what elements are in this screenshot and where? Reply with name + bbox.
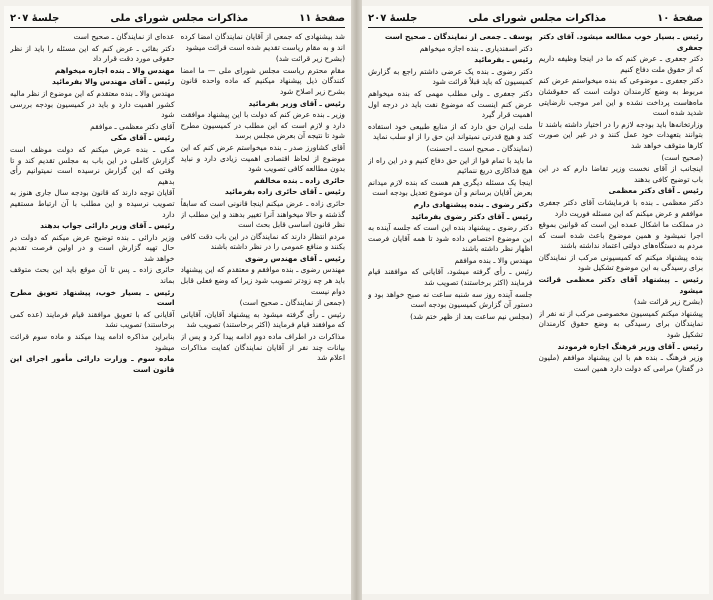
transcript-paragraph: رئیس ـ آقای مهندس والا بفرمائید [52,77,175,87]
transcript-paragraph: بنابراین مذاکره ادامه پیدا میکند و ماده سوم قرائت میشود [10,332,175,352]
right-page-header [368,10,703,26]
right-page-title: مذاکرات مجلس شورای ملی [468,12,607,24]
transcript-paragraph: رئیس ـ آقای وزیر فرهنگ اجازه فرمودند [557,341,703,351]
transcript-paragraph: (بشرح زیر قرائت شد) [633,297,703,307]
left-page-session: جلسهٔ ۲۰۷ [10,12,60,24]
transcript-paragraph: (جمعی از نمایندگان ـ صحیح است) [239,298,345,308]
transcript-paragraph: حائری زاده ـ بنده مخالفم [253,175,345,185]
transcript-paragraph: وزیر دارائی ـ بنده توضیح عرض میکنم که دولت در حال تهیه گزارش است و در اولین فرصت تقدیم خواهد شد [10,232,175,263]
transcript-paragraph: وزیر ـ بنده عرض کنم که دولت با این پیشنهاد موافقت دارد و لازم است که این مطلب در کمیسیون مطرح شود تا نتیجه آن بعرض مجلس برسد [180,110,345,141]
transcript-paragraph: دکتر رضوی ـ بنده یک عرضی داشتم راجع به گزارش کمیسیون که باید قبلاً قرائت شود [368,66,533,87]
transcript-paragraph: رئیس ـ بفرمائید [474,55,533,65]
right-page-column-left [368,32,533,588]
transcript-paragraph: رئیس ـ رأی گرفته میشود، آقایانی که موافقند قیام فرمایند (اکثر برخاستند) تصویب شد [368,267,533,288]
transcript-paragraph: رئیس ـ آقای دکتر رضوی بفرمائید [411,211,533,221]
header-rule [10,27,345,28]
transcript-paragraph: اینجانب از آقای نخست وزیر تقاضا دارم که در این باب توضیح کافی بدهند [538,164,703,184]
transcript-paragraph: دکتر بقائی ـ عرض کنم که این مسئله را باید از نظر حقوقی مورد دقت قرار داد [10,43,175,64]
transcript-paragraph: ملت ایران حق دارد که از منابع طبیعی خود استفاده کند و هیچ قدرتی نمیتواند این حق را از او سلب نماید [368,121,533,142]
transcript-paragraph: دکتر جعفری ـ موضوعی که بنده میخواستم عرض کنم مربوط به وضع کارمندان دولت است که حقوقشان ماه‌هاست پرداخت نشده و این امر موجب نارضایتی شدید شده است [538,76,703,118]
transcript-paragraph: عده‌ای از نمایندگان ـ صحیح است [73,32,175,41]
transcript-paragraph: رئیس ـ بسیار خوب، پیشنهاد تعویق مطرح است [10,287,175,308]
transcript-paragraph: در مملکت ما اشکال عمده این است که قوانین بموقع اجرا نمیشود و همین موضوع باعث شده است که مردم به دستگاه‌های دولتی اعتماد نداشته باشند [538,220,703,251]
transcript-paragraph: مقام محترم ریاست مجلس شورای ملی — ما امضا کنندگان ذیل پیشنهاد میکنیم که ماده واحده قانون بشرح زیر اصلاح شود [180,65,345,96]
left-page-number: صفحهٔ ۱۱ [299,12,345,24]
left-page-title: مذاکرات مجلس شورای ملی [110,12,249,24]
transcript-paragraph: رئیس ـ آقای وزیر دارائی جواب بدهند [40,221,175,231]
transcript-paragraph: دکتر جعفری ـ عرض کنم که ما در اینجا وظیفه داریم که از حقوق ملت دفاع کنیم [538,54,703,74]
left-page-column-right [181,32,346,588]
left-page-columns [10,32,345,588]
transcript-paragraph: دکتر رضوی ـ پیشنهاد بنده این است که جلسه آینده به این موضوع اختصاص داده شود تا همه آقایان فرصت اظهار نظر داشته باشند [368,223,533,254]
transcript-paragraph: جلسه آینده روز سه شنبه ساعت نه صبح خواهد بود و دستور آن گزارش کمیسیون بودجه است [368,289,533,310]
transcript-paragraph: مهندس والا ـ بنده معتقدم که این موضوع از نظر مالیه کشور اهمیت دارد و باید در کمیسیون بودجه بررسی شود [10,88,175,120]
transcript-paragraph: آقایان توجه دارند که قانون بودجه سال جاری هنوز به تصویب نرسیده و این مطلب با آن ارتباط مستقیم دارد [10,188,175,219]
transcript-paragraph: دکتر جعفری ـ ولی مطلب مهمی که بنده میخواهم عرض کنم اینست که موضوع نفت باید در درجه اول اهمیت قرار گیرد [368,88,533,120]
transcript-paragraph: مکی ـ بنده عرض میکنم که دولت موظف است گزارش کاملی در این باب به مجلس تقدیم کند و تا وقتی که این گزارش نرسیده است نمیتوانیم رأی بدهیم [10,144,175,186]
right-page-column-right [539,32,704,588]
transcript-paragraph: شد بیشنهادی که جمعی از آقایان نمایندگان امضا کرده اند و به مقام ریاست تقدیم شده است قرائت میشود [180,32,345,52]
right-page-columns [368,32,703,588]
transcript-paragraph: دکتر رضوی ـ بنده پیشنهادی دارم [413,199,533,209]
transcript-paragraph: یوسف ـ جمعی از نمایندگان ـ صحیح است [384,32,533,41]
transcript-paragraph: رئیس ـ بسیار خوب مطالعه میشود. آقای دکتر جعفری [538,32,703,52]
transcript-paragraph: رئیس ـ پیشنهاد آقای دکتر معظمی قرائت میشود [538,275,703,295]
transcript-paragraph: ما باید با تمام قوا از این حق دفاع کنیم و در این راه از هیچ فداکاری دریغ ننمائیم [368,155,533,176]
transcript-paragraph: ماده سوم ـ وزارت دارائی مأمور اجرای این قانون است [10,354,175,374]
book-gutter [351,0,362,600]
transcript-paragraph: حائری زاده ـ پس تا آن موقع باید این بحث متوقف بماند [10,265,175,286]
transcript-paragraph: اینجا یک مسئله دیگری هم هست که بنده لازم میدانم بعرض آقایان برسانم و آن موضوع تعدیل بودجه است [368,177,533,198]
transcript-paragraph: مردم انتظار دارند که نمایندگان در این باب دقت کافی بکنند و منافع عمومی را در نظر داشته باشند [180,231,345,252]
transcript-paragraph: دکتر اسفندیاری ـ بنده اجازه میخواهم [419,43,533,53]
transcript-paragraph: (صحیح است) [661,152,703,162]
transcript-paragraph: رئیس ـ آقای مهندس رضوی [245,253,345,263]
transcript-paragraph: دکتر معظمی ـ بنده با فرمایشات آقای دکتر جعفری موافقم و عرض میکنم که این مسئله فوریت دارد [538,197,703,218]
transcript-paragraph: رئیس ـ آقای وزیر بفرمائید [248,98,345,108]
transcript-paragraph: (بشرح زیر قرائت شد) [275,54,345,64]
transcript-paragraph: مهندس والا ـ بنده موافقم [454,255,533,265]
transcript-paragraph: وزارتخانه‌ها باید بودجه لازم را در اختیار داشته باشند تا بتوانند بتعهدات خود عمل کنند و در غیر این صورت کارها متوقف خواهد شد [538,119,703,150]
transcript-paragraph: آقایانی که با تعویق موافقند قیام فرمایند (عده کمی برخاستند) تصویب نشد [10,309,175,330]
transcript-paragraph: مهندس والا ـ بنده اجازه میخواهم [54,65,175,75]
transcript-paragraph: آقای کشاورز صدر ـ بنده میخواستم عرض کنم که این موضوع از لحاظ اقتصادی اهمیت زیادی دارد و نباید بدون مطالعه کافی تصویب شود [180,142,345,174]
transcript-paragraph: آقای دکتر معظمی ـ موافقم [90,121,175,131]
transcript-paragraph: مذاکرات در اطراف ماده دوم ادامه پیدا کرد و پس از بیانات چند نفر از آقایان نمایندگان کفایت مذاکرات اعلام شد [180,332,345,363]
transcript-paragraph: بنده پیشنهاد میکنم که کمیسیونی مرکب از نمایندگان برای رسیدگی به این موضوع تشکیل شود [538,252,703,273]
right-page-number: صفحهٔ ۱۰ [657,12,703,24]
left-page-header [10,10,345,26]
transcript-paragraph: وزیر فرهنگ ـ بنده هم با این پیشنهاد موافقم (ملیون در گفتار) مرامی که دولت دارد همین است [538,353,703,373]
transcript-paragraph: رئیس ـ آقای دکتر معظمی [608,186,703,196]
right-page [362,6,709,594]
transcript-paragraph: مهندس رضوی ـ بنده موافقم و معتقدم که این پیشنهاد باید هر چه زودتر تصویب شود زیرا که وضع فعلی قابل دوام نیست [180,265,345,296]
header-rule [368,27,703,28]
left-page-column-left [10,32,175,588]
transcript-paragraph: (نمایندگان ـ صحیح است ـ احسنت) [426,143,533,153]
transcript-paragraph: (مجلس نیم ساعت بعد از ظهر ختم شد) [410,311,533,321]
transcript-paragraph: رئیس ـ رأی گرفته میشود به پیشنهاد آقایان، آقایانی که موافقند قیام فرمایند (اکثر برخاستند) تصویب شد [180,309,345,330]
transcript-paragraph: رئیس ـ آقای حائری زاده بفرمائید [224,187,345,197]
right-page-session: جلسهٔ ۲۰۷ [368,12,418,24]
transcript-paragraph: رئیس ـ آقای مکی [110,133,175,143]
transcript-paragraph: حائری زاده ـ عرض میکنم اینجا قانونی است که سابقاً گذشته و حالا میخواهند آنرا تغییر بدهند و این مطلب از نظر قانون اساسی قابل بحث است [180,198,345,230]
transcript-paragraph: پیشنهاد میکنم کمیسیون مخصوصی مرکب از نه نفر از نمایندگان برای رسیدگی به وضع حقوق کارمندان تشکیل شود [538,308,703,340]
left-page [4,6,351,594]
